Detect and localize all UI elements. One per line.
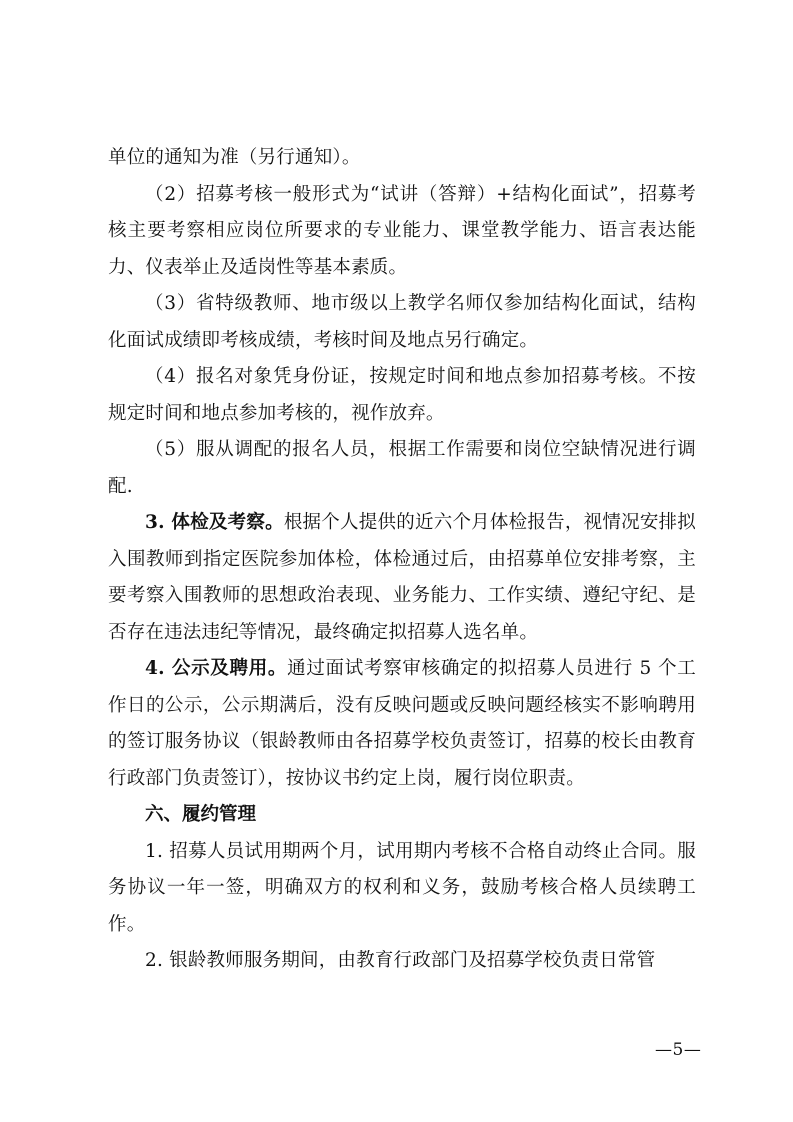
paragraph-body-medical: 根据个人提供的近六个月体检报告，视情况安排拟入围教师到指定医院参加体检，体检通过后，由招募单位安排考察，主要考察入围教师的思想政治表现、业务能力、工作实绩、遵纪守纪、是否存在违法违纪等情况，最终确定拟招募人选名单。 [108, 512, 696, 643]
paragraph-lead-medical: 3. 体检及考察。 [145, 512, 284, 533]
paragraph-probation: 1. 招募人员试用期两个月，试用期内考核不合格自动终止合同。服务协议一年一签，明确双方的权利和义务，鼓励考核合格人员续聘工作。 [108, 840, 696, 935]
paragraph-continuation: 单位的通知为准（另行通知）。 [108, 147, 361, 168]
paragraph-management: 2. 银龄教师服务期间，由教育行政部门及招募学校负责日常管 [145, 950, 656, 971]
paragraph-id-requirement: （4）报名对象凭身份证，按规定时间和地点参加招募考核。不按规定时间和地点参加考核的，视作放弃。 [108, 366, 696, 424]
paragraph-publicity [108, 651, 696, 797]
section-heading-contract: 六、履约管理 [145, 804, 257, 825]
paragraph-special-teachers: （3）省特级教师、地市级以上教学名师仅参加结构化面试，结构化面试成绩即考核成绩，考核时间及地点另行确定。 [108, 293, 696, 351]
paragraph-lead-publicity: 4. 公示及聘用。 [145, 658, 288, 679]
paragraph-body-publicity: 通过面试考察审核确定的拟招募人员进行 5 个工作日的公示，公示期满后，没有反映问题或反映问题经核实不影响聘用的签订服务协议（银龄教师由各招募学校负责签订，招募的校长由教育行政部门负责签订），按协议书约定上岗，履行岗位职责。 [108, 658, 696, 789]
body-text [108, 140, 696, 980]
paragraph-assessment-form: （2）招募考核一般形式为“试讲（答辩）+结构化面试”，招募考核主要考察相应岗位所要求的专业能力、课堂教学能力、语言表达能力、仪表举止及适岗性等基本素质。 [108, 183, 696, 278]
paragraph-medical-check [108, 505, 696, 651]
page-number: —5— [655, 1040, 702, 1060]
paragraph-allocation: （5）服从调配的报名人员，根据工作需要和岗位空缺情况进行调配. [108, 439, 696, 497]
